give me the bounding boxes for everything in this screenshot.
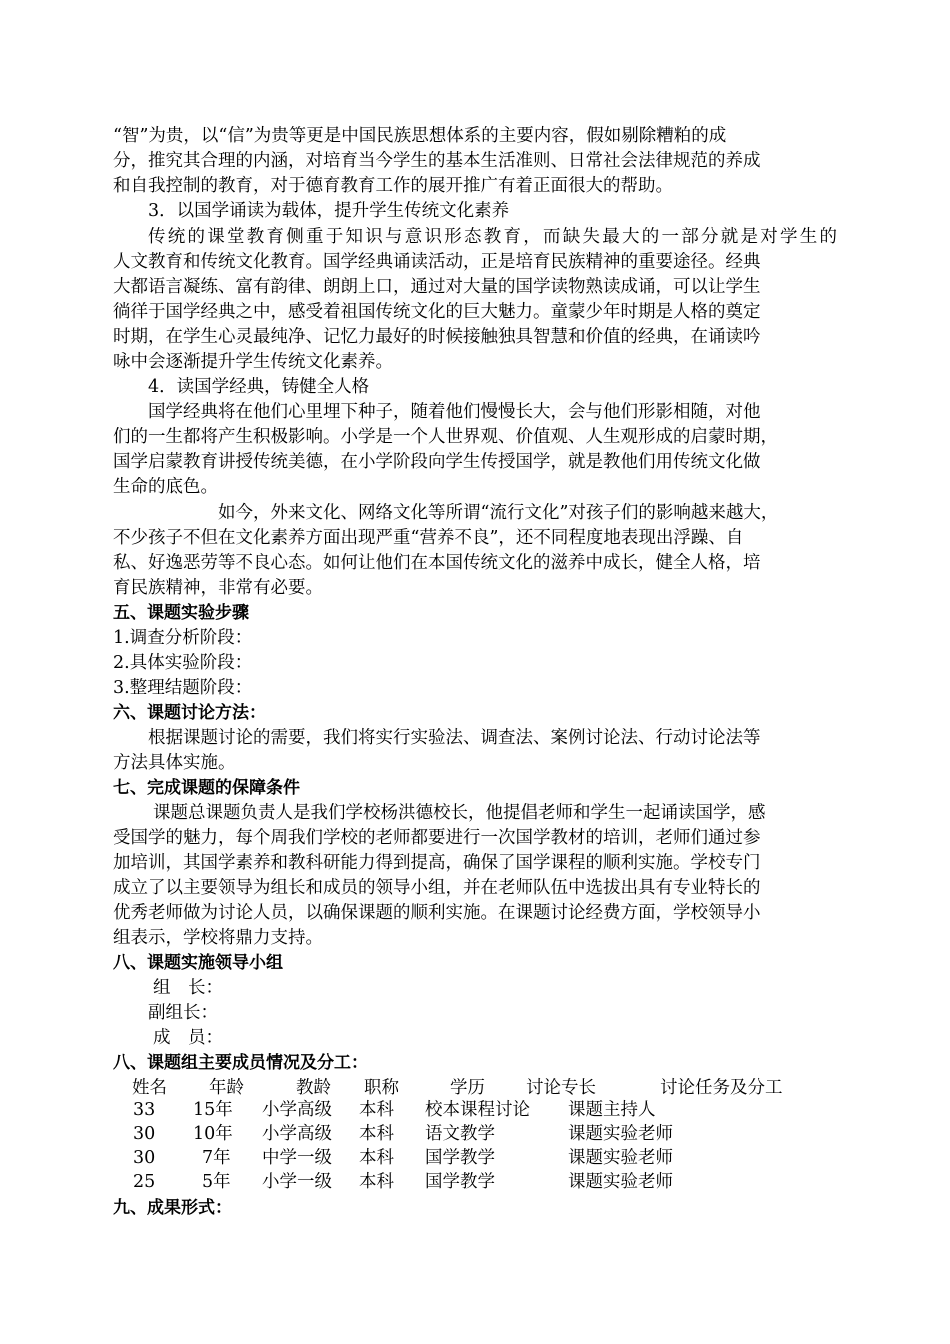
table-cell: 课题实验老师 <box>568 1172 673 1192</box>
body-line: 私、好逸恶劳等不良心态。如何让他们在本国传统文化的滋养中成长，健全人格，培 <box>113 553 761 573</box>
table-cell: 30 <box>133 1148 156 1168</box>
table-cell: 25 <box>133 1172 156 1192</box>
body-line: 国学启蒙教育讲授传统美德，在小学阶段向学生传授国学，就是教他们用传统文化做 <box>113 452 761 472</box>
table-header-cell: 讨论任务及分工 <box>660 1078 783 1098</box>
body-line: 育民族精神，非常有必要。 <box>113 578 323 598</box>
body-line: 人文教育和传统文化教育。国学经典诵读活动，正是培育民族精神的重要途径。经典 <box>113 252 761 272</box>
subsection-title: 4．读国学经典，铸健全人格 <box>148 377 370 397</box>
table-header-cell: 姓名 <box>132 1078 167 1098</box>
table-cell: 国学教学 <box>425 1172 495 1192</box>
table-cell: 小学一级 <box>262 1172 332 1192</box>
table-cell: 课题主持人 <box>568 1100 656 1120</box>
table-header-cell: 年龄 <box>209 1078 244 1098</box>
table-cell: 课题实验老师 <box>568 1124 673 1144</box>
body-line: 传统的课堂教育侧重于知识与意识形态教育，而缺失最大的一部分就是对学生的 <box>148 227 837 247</box>
table-cell: 课题实验老师 <box>568 1148 673 1168</box>
section-heading: 五、课题实验步骤 <box>113 603 249 623</box>
table-cell: 30 <box>133 1124 156 1144</box>
body-line: 不少孩子不但在文化素养方面出现严重“营养不良”，还不同程度地表现出浮躁、自 <box>113 528 744 548</box>
subsection-title: 3．以国学诵读为载体，提升学生传统文化素养 <box>148 201 510 221</box>
table-cell: 中学一级 <box>262 1148 332 1168</box>
table-cell: 本科 <box>359 1148 394 1168</box>
body-line: 课题总课题负责人是我们学校杨洪德校长，他提倡老师和学生一起诵读国学，感 <box>153 803 766 823</box>
table-header-cell: 学历 <box>450 1078 485 1098</box>
section-heading: 八、课题实施领导小组 <box>113 953 283 973</box>
body-line: 生命的底色。 <box>113 477 218 497</box>
table-header-cell: 讨论专长 <box>526 1078 596 1098</box>
table-cell: 国学教学 <box>425 1148 495 1168</box>
table-header-cell: 教龄 <box>296 1078 331 1098</box>
body-line: 组表示，学校将鼎力支持。 <box>113 928 323 948</box>
table-cell: 本科 <box>359 1100 394 1120</box>
section-heading: 六、课题讨论方法： <box>113 703 266 723</box>
body-line: 分，推究其合理的内涵，对培育当今学生的基本生活准则、日常社会法律规范的养成 <box>113 151 761 171</box>
step-item: 3.整理结题阶段： <box>113 678 253 698</box>
section-heading: 九、成果形式： <box>113 1198 232 1218</box>
body-line: 徜徉于国学经典之中，感受着祖国传统文化的巨大魅力。童蒙少年时期是人格的奠定 <box>113 302 761 322</box>
body-line: 国学经典将在他们心里埋下种子，随着他们慢慢长大，会与他们形影相随，对他 <box>148 402 761 422</box>
table-cell: 校本课程讨论 <box>425 1100 530 1120</box>
body-line: 咏中会逐渐提升学生传统文化素养。 <box>113 352 393 372</box>
table-cell: 7年 <box>202 1148 231 1168</box>
body-line: 大都语言凝练、富有韵律、朗朗上口，通过对大量的国学读物熟读成诵，可以让学生 <box>113 277 761 297</box>
step-item: 1.调查分析阶段： <box>113 628 253 648</box>
table-cell: 33 <box>133 1100 156 1120</box>
section-heading: 七、完成课题的保障条件 <box>113 778 300 798</box>
step-item: 2.具体实验阶段： <box>113 653 253 673</box>
section-heading: 八、课题组主要成员情况及分工： <box>113 1053 368 1073</box>
body-line: 受国学的魅力，每个周我们学校的老师都要进行一次国学教材的培训，老师们通过参 <box>113 828 761 848</box>
body-line: 加培训，其国学素养和教科研能力得到提高，确保了国学课程的顺利实施。学校专门 <box>113 853 761 873</box>
body-line: 成立了以主要领导为组长和成员的领导小组，并在老师队伍中选拔出具有专业特长的 <box>113 878 761 898</box>
leader-role: 成 员： <box>153 1028 223 1048</box>
table-cell: 本科 <box>359 1124 394 1144</box>
body-line: 根据课题讨论的需要，我们将实行实验法、调查法、案例讨论法、行动讨论法等 <box>148 728 761 748</box>
body-line: 方法具体实施。 <box>113 753 236 773</box>
leader-role: 副组长： <box>148 1003 218 1023</box>
body-line: 如今，外来文化、网络文化等所谓“流行文化”对孩子们的影响越来越大， <box>218 503 779 523</box>
table-cell: 本科 <box>359 1172 394 1192</box>
table-cell: 语文教学 <box>425 1124 495 1144</box>
table-cell: 小学高级 <box>262 1124 332 1144</box>
body-line: 们的一生都将产生积极影响。小学是一个人世界观、价值观、人生观形成的启蒙时期， <box>113 427 778 447</box>
table-cell: 15年 <box>193 1100 233 1120</box>
body-line: “智”为贵，以“信”为贵等更是中国民族思想体系的主要内容，假如剔除糟粕的成 <box>113 126 727 146</box>
table-cell: 10年 <box>193 1124 233 1144</box>
leader-role: 组 长： <box>153 978 223 998</box>
body-line: 优秀老师做为讨论人员，以确保课题的顺利实施。在课题讨论经费方面，学校领导小 <box>113 903 761 923</box>
table-header-cell: 职称 <box>364 1078 399 1098</box>
table-cell: 小学高级 <box>262 1100 332 1120</box>
body-line: 时期，在学生心灵最纯净、记忆力最好的时候接触独具智慧和价值的经典，在诵读吟 <box>113 327 761 347</box>
body-line: 和自我控制的教育，对于德育教育工作的展开推广有着正面很大的帮助。 <box>113 176 673 196</box>
table-cell: 5年 <box>202 1172 231 1192</box>
